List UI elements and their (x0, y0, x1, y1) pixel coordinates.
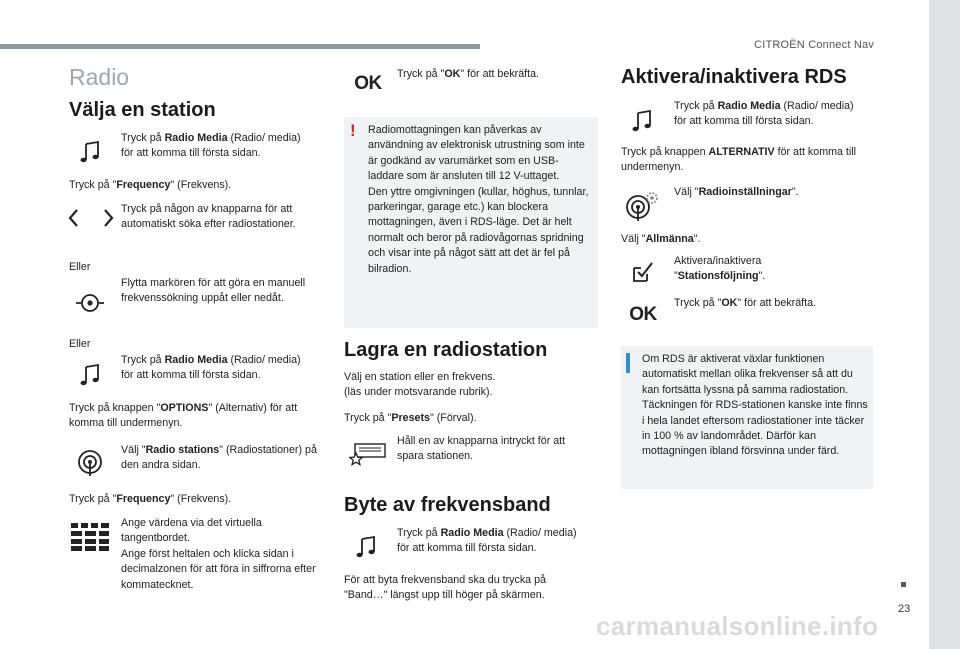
store-intro: Välj en station eller en frekvens. (läs under motsvarande rubrik). (344, 371, 496, 399)
step-auto-search: Tryck på någon av knapparna för att automatiskt söka efter radiostationer. (121, 203, 296, 231)
warning-mark: ! (350, 121, 356, 140)
step-ok-confirm: Tryck på "OK" för att bekräfta. (674, 297, 817, 309)
ok-icon: OK (354, 73, 382, 94)
header-rule (0, 44, 480, 49)
line-options: Tryck på knappen "OPTIONS" (Alternativ) för att komma till undermenyn. (69, 402, 298, 430)
ok-icon: OK (629, 304, 657, 325)
or-label: Eller (69, 338, 91, 350)
heading-store-station: Lagra en radiostation (344, 339, 548, 361)
music-note-icon (351, 532, 381, 562)
brand-header: CITROËN Connect Nav (754, 39, 874, 51)
page-edge-tab (929, 0, 960, 649)
store-presets: Tryck på "Presets" (Förval). (344, 412, 477, 424)
checkbox-icon (628, 258, 658, 286)
store-hold-button: Håll en av knapparna intryckt för att spara stationen. (397, 435, 566, 463)
step-radio-settings: Välj "Radioinställningar". (674, 186, 799, 198)
step-radio-media: Tryck på Radio Media (Radio/ media) för att komma till första sidan. (397, 527, 577, 555)
line-frequency: Tryck på "Frequency" (Frekvens). (69, 493, 232, 505)
music-note-icon (627, 106, 657, 136)
step-radio-media: Tryck på Radio Media (Radio/ media) för att komma till första sidan. (674, 100, 854, 128)
step-station-follow: Aktivera/inaktivera "Stationsföljning". (674, 255, 766, 283)
heading-change-band: Byte av frekvensband (344, 494, 551, 516)
warning-text: Radiomottagningen kan påverkas av användning av elektronisk utrustning som inte är godkänd av varumärket som en USB-laddare som är ansluten till 12 V-uttaget. Den yttre omgivningen (kullar, höghus, tunnlar, parkeringar, garage etc.) kan blockera mottagningen, även i RDS-läge. Det är helt normalt och beror på radiovågornas spridning och visar inte på något sätt att det är fel på bilradion. (368, 124, 589, 275)
line-general: Välj "Allmänna". (621, 233, 701, 245)
tuning-cursor-icon (75, 288, 105, 318)
radio-wave-icon (74, 446, 106, 478)
heading-rds: Aktivera/inaktivera RDS (621, 66, 847, 88)
heading-select-station: Välja en station (69, 99, 216, 121)
or-label: Eller (69, 261, 91, 273)
page-number: 23 (898, 603, 911, 615)
step-ok-confirm: Tryck på "OK" för att bekräfta. (397, 68, 540, 80)
keypad-icon (70, 521, 110, 553)
chevron-left-right-icon (66, 205, 116, 231)
step-radio-stations: Välj "Radio stations" (Radiostationer) på den andra sidan. (121, 444, 317, 472)
watermark: carmanualsonline.info (596, 611, 879, 641)
end-marker (901, 582, 906, 587)
line-alternativ: Tryck på knappen ALTERNATIV för att komma till undermenyn. (621, 146, 857, 174)
section-title: Radio (69, 64, 130, 90)
preset-star-icon (348, 440, 388, 468)
info-text: Om RDS är aktiverat växlar funktionen automatiskt mellan olika frekvenser så att du kan fortsätta lyssna på samma radiostation. Täckningen för RDS-stationen kanske inte finns i hela landet eftersom radiostationer inte täcker in 100 % av landområdet. Därför kan mottagningen ibland försvinna under färd. (642, 353, 868, 458)
info-mark (626, 353, 630, 373)
music-note-icon (75, 360, 105, 390)
step-virtual-keyboard: Ange värdena via det virtuella tangentbordet. Ange först heltalen och klicka sidan i decimalzonen för att föra in siffrorna efter kommatecknet. (121, 517, 316, 591)
line-frequency: Tryck på "Frequency" (Frekvens). (69, 179, 232, 191)
step-radio-media: Tryck på Radio Media (Radio/ media) för att komma till första sidan. (121, 132, 301, 160)
music-note-icon (75, 137, 105, 167)
step-radio-media: Tryck på Radio Media (Radio/ media) för att komma till första sidan. (121, 354, 301, 382)
radio-settings-icon (623, 190, 661, 222)
step-manual-search: Flytta markören för att göra en manuell frekvenssökning uppåt eller nedåt. (121, 277, 306, 305)
band-instruction: För att byta frekvensband ska du trycka på "Band…" längst upp till höger på skärmen. (344, 574, 546, 602)
